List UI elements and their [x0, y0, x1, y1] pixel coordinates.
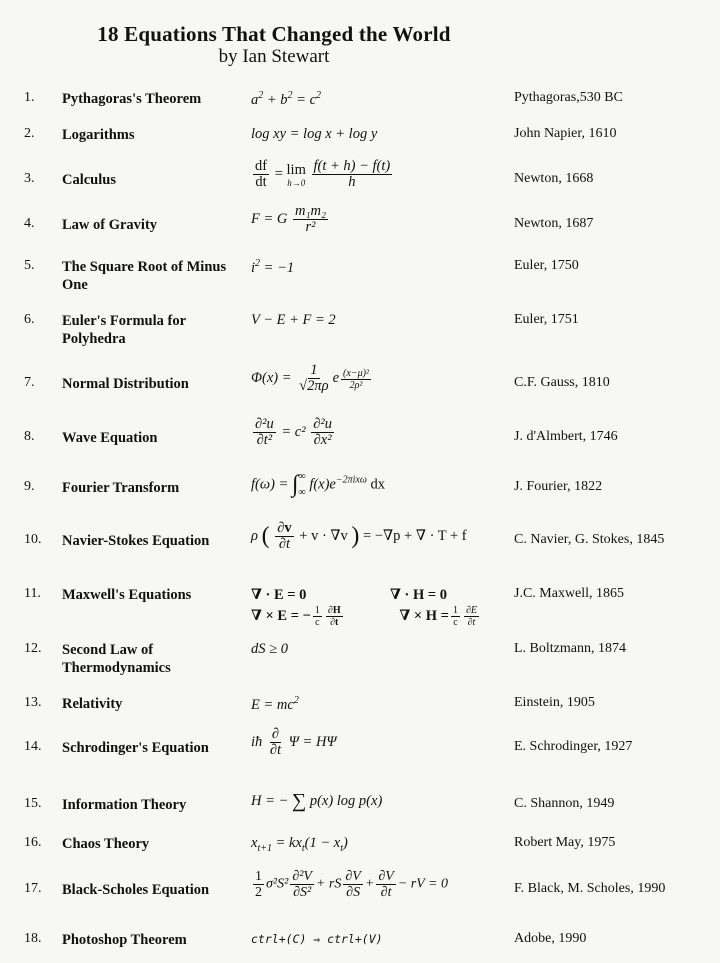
attribution: Pythagoras,530 BC — [514, 90, 623, 105]
equation: F = G $\frac{\text{m₁m₂}}{\text{r²}}$ — [251, 203, 327, 235]
row-number: 14. — [24, 739, 42, 754]
attribution: John Napier, 1610 — [514, 126, 617, 141]
equation-name: Law of Gravity — [62, 217, 158, 233]
attribution: C. Navier, G. Stokes, 1845 — [514, 532, 665, 547]
attribution: Newton, 1687 — [514, 216, 594, 231]
equation-name: Relativity — [62, 696, 123, 712]
row-number: 16. — [24, 835, 42, 850]
equation-name: Wave Equation — [62, 430, 158, 446]
equation-name: Maxwell's Equations — [62, 587, 192, 603]
equation: dS ≥ 0 — [251, 641, 288, 657]
row-number: 7. — [24, 375, 35, 390]
row-number: 12. — [24, 641, 42, 656]
row-number: 10. — [24, 532, 42, 547]
equation: ρ ( $\frac{\partial v}{\partial t}$ + v · ∇v ) = −∇p + ∇ · T + f — [251, 520, 467, 552]
equation: $a^2 + b^2 = c^2$ — [251, 90, 322, 108]
byline: by Ian Stewart — [218, 46, 330, 67]
equation-name: Navier-Stokes Equation — [62, 533, 210, 549]
equation-name: Black-Scholes Equation — [62, 882, 210, 898]
row-number: 13. — [24, 695, 42, 710]
equation: ∇ · E = 0 ∇ · H = 0 ∇ × E = − $\frac{1}{c}$ $\frac{\partial H}{\partial t}$ ∇ × H = $\frac{1}{c}$ $\frac{\partial E}{\partial t}$ — [251, 587, 477, 628]
equation: $x_{t+1} = kx_t(1 - x_t)$ — [251, 835, 348, 854]
equation-name: Chaos Theory — [62, 836, 150, 852]
row-number: 18. — [24, 931, 42, 946]
equation: $\frac{\text{∂²u}}{\text{∂t²}}$ = c² $\frac{\text{∂²u}}{\text{∂x²}}$ — [255, 416, 332, 448]
equation: log xy = log x + log y — [251, 126, 378, 142]
equation-name: Fourier Transform — [62, 480, 180, 496]
attribution: C.F. Gauss, 1810 — [514, 375, 610, 390]
equation-name: Calculus — [62, 172, 116, 188]
row-number: 2. — [24, 126, 35, 141]
row-number: 11. — [24, 586, 41, 601]
equation: $\frac{1}{2}$ σ²S² $\frac{\text{∂²V}}{\text{∂S²}}$ + rS $\frac{\partial V}{\partial S}$ + $\frac{\partial V}{\partial t}$ − rV = 0 — [255, 869, 448, 900]
attribution: C. Shannon, 1949 — [514, 796, 615, 811]
row-number: 9. — [24, 479, 35, 494]
equation-name: Schrodinger's Equation — [62, 740, 209, 756]
equation: V − E + F = 2 — [251, 312, 336, 328]
equation-name: Second Law of Thermodynamics — [62, 642, 171, 676]
attribution: Euler, 1750 — [514, 258, 579, 273]
attribution: Newton, 1668 — [514, 171, 594, 186]
attribution: Adobe, 1990 — [514, 931, 587, 946]
equation-name: Euler's Formula for Polyhedra — [62, 313, 186, 347]
attribution: Euler, 1751 — [514, 312, 579, 327]
row-number: 1. — [24, 90, 35, 105]
equation: $E = mc^2$ — [251, 695, 299, 713]
equation: ctrl+(C) ⇒ ctrl+(V) — [251, 932, 383, 946]
equation: f(ω) = ∫ ∞ ∞ $f(x)e^{-2\pi ix\omega}$ dx — [251, 471, 386, 498]
row-number: 5. — [24, 258, 35, 273]
attribution: J.C. Maxwell, 1865 — [514, 586, 625, 601]
attribution: J. Fourier, 1822 — [514, 479, 603, 494]
equation: $i^2 = -1$ — [251, 258, 295, 276]
equation: iħ $\frac{\partial}{\partial t}$ Ψ = HΨ — [251, 726, 337, 758]
equation-name: Pythagoras's Theorem — [62, 91, 202, 107]
row-number: 3. — [24, 171, 35, 186]
attribution: Einstein, 1905 — [514, 695, 595, 710]
row-number: 15. — [24, 796, 42, 811]
equation: H = − ∑ p(x) log p(x) — [251, 790, 383, 812]
equation: Φ(x) = $\frac{1}{√2\pi\rho}$ e $\frac{\text{(x−μ)²}}{\text{2ρ²}}$ — [251, 362, 369, 394]
row-number: 17. — [24, 881, 42, 896]
attribution: E. Schrodinger, 1927 — [514, 739, 633, 754]
equation-name: Information Theory — [62, 797, 187, 813]
page-title: 18 Equations That Changed the World — [97, 22, 451, 46]
attribution: L. Boltzmann, 1874 — [514, 641, 626, 656]
equation-name: Logarithms — [62, 127, 135, 143]
equation: $\frac{df}{dt}$ = lim h→0 $\frac{f(t + h) - f(t)}{h}$ — [255, 158, 391, 190]
row-number: 6. — [24, 312, 35, 327]
attribution: F. Black, M. Scholes, 1990 — [514, 881, 666, 896]
equation-name: The Square Root of Minus One — [62, 259, 227, 293]
equation-name: Photoshop Theorem — [62, 932, 187, 948]
row-number: 4. — [24, 216, 35, 231]
equation-name: Normal Distribution — [62, 376, 189, 392]
attribution: Robert May, 1975 — [514, 835, 616, 850]
row-number: 8. — [24, 429, 35, 444]
attribution: J. d'Almbert, 1746 — [514, 429, 618, 444]
